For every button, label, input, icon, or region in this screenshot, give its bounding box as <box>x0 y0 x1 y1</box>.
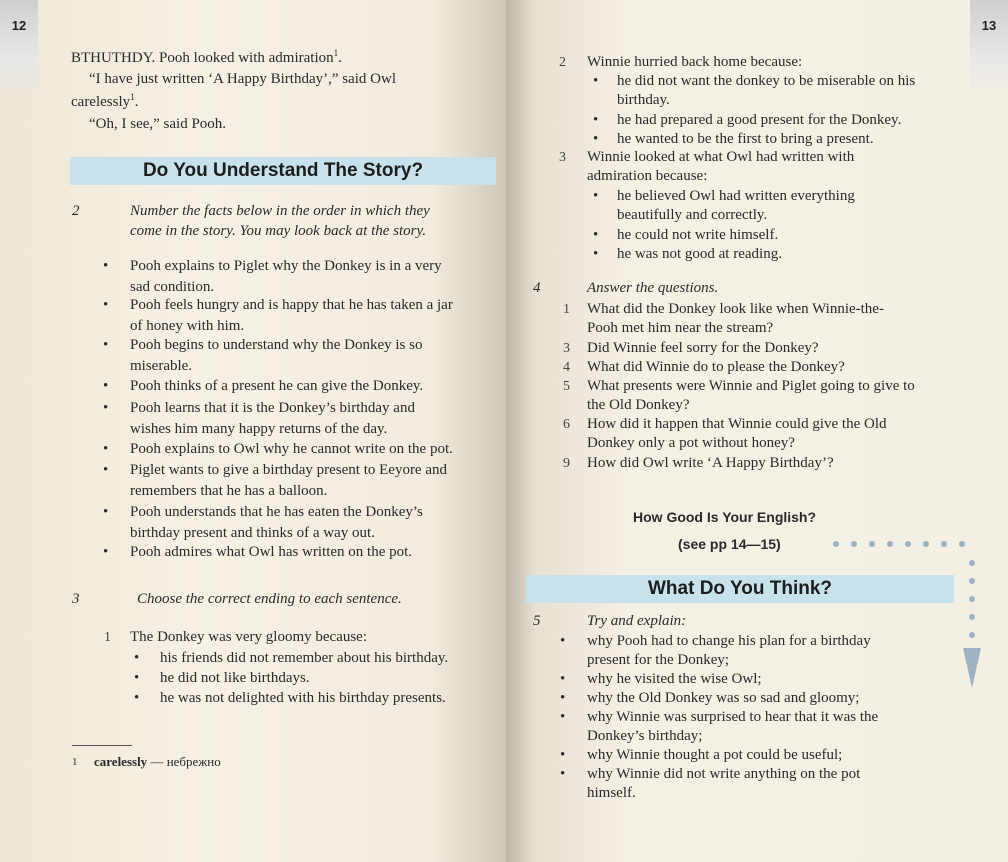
ex4-question: How did Owl write ‘A Happy Birthday’? <box>587 455 834 471</box>
ex2-item: wishes him many happy returns of the day. <box>130 421 388 437</box>
q2-option-item: he wanted to be the first to bring a present. <box>617 131 874 147</box>
ex4-question-number: 9 <box>563 456 570 471</box>
ex2-instruction-1: Number the facts below in the order in which they <box>130 203 430 219</box>
q3-option-bullet: • <box>593 246 599 262</box>
ex2-item: birthday present and thinks of a way out. <box>130 525 375 541</box>
ex4-number: 4 <box>533 280 541 296</box>
ex2-item: of honey with him. <box>130 318 245 334</box>
ex2-bullet: • <box>103 258 109 274</box>
ex5-instruction: Try and explain: <box>587 613 687 629</box>
ex4-question: What did Winnie do to please the Donkey? <box>587 359 845 375</box>
q3-option-item: he was not good at reading. <box>617 246 782 262</box>
ex3-q1-number: 1 <box>104 630 111 645</box>
intro-line-3: carelessly$^1$. <box>71 92 139 110</box>
ex3-option-bullet: • <box>134 690 140 706</box>
ex4-question: Pooh met him near the stream? <box>587 320 774 336</box>
page-number-left: 12 <box>0 0 38 100</box>
ex5-item: why Winnie was surprised to hear that it was the <box>587 709 879 725</box>
ex5-item: why Pooh had to change his plan for a birthday <box>587 633 871 649</box>
ex2-bullet: • <box>103 337 109 353</box>
q2-option-item: he had prepared a good present for the Donkey. <box>617 112 902 128</box>
ex3-option-bullet: • <box>134 670 140 686</box>
footnote <box>94 752 221 771</box>
decorative-dot <box>969 632 975 638</box>
q2-option-bullet: • <box>593 112 599 128</box>
ex2-item: remembers that he has a balloon. <box>130 483 328 499</box>
q2-option-bullet: • <box>593 73 599 89</box>
ex3-option-item: he did not like birthdays. <box>160 670 310 686</box>
ex4-question-number: 1 <box>563 302 570 317</box>
intro-line-2: “I have just written ‘A Happy Birthday’,” said Owl <box>89 71 397 87</box>
ex2-item: miserable. <box>130 358 193 374</box>
ex5-item: why Winnie did not write anything on the pot <box>587 766 861 782</box>
ex3-instruction: Choose the correct ending to each sentence. <box>137 591 402 607</box>
down-arrow-icon <box>961 648 983 690</box>
ex4-question-number: 4 <box>563 360 570 375</box>
ex2-item: Piglet wants to give a birthday present to Eeyore and <box>130 462 447 478</box>
ex3-option-bullet: • <box>134 650 140 666</box>
ex5-bullet: • <box>560 747 566 763</box>
ex5-bullet: • <box>560 690 566 706</box>
right-page <box>506 0 1008 862</box>
english-title: How Good Is Your English? <box>633 509 817 525</box>
decorative-dot <box>959 541 965 547</box>
ex4-question: How did it happen that Winnie could give the Old <box>587 416 887 432</box>
ex4-question: Did Winnie feel sorry for the Donkey? <box>587 340 819 356</box>
decorative-dot <box>969 596 975 602</box>
page-number-right: 13 <box>970 0 1008 100</box>
ex2-item: Pooh explains to Piglet why the Donkey is in a very <box>130 258 442 274</box>
ex4-instruction: Answer the questions. <box>587 280 719 296</box>
decorative-dot <box>887 541 893 547</box>
ex2-item: Pooh thinks of a present he can give the Donkey. <box>130 378 424 394</box>
footnote-rule <box>72 745 132 746</box>
ex2-bullet: • <box>103 441 109 457</box>
ex2-bullet: • <box>103 462 109 478</box>
ex2-instruction-2: come in the story. You may look back at the story. <box>130 223 427 239</box>
ex4-question: the Old Donkey? <box>587 397 690 413</box>
q3-option-bullet: • <box>593 188 599 204</box>
decorative-dot <box>969 578 975 584</box>
decorative-dot <box>833 541 839 547</box>
ex5-item: why the Old Donkey was so sad and gloomy; <box>587 690 860 706</box>
heading-what-do-you-think: What Do You Think? <box>526 575 954 603</box>
q2-number: 2 <box>559 55 566 70</box>
heading-understand-story: Do You Understand The Story? <box>70 157 496 185</box>
ex3-q1-text: The Donkey was very gloomy because: <box>130 629 368 645</box>
ex5-item: why he visited the wise Owl; <box>587 671 762 687</box>
q3-text-1: Winnie looked at what Owl had written with <box>587 149 855 165</box>
ex4-question: Donkey only a pot without honey? <box>587 435 795 451</box>
ex4-question: What presents were Winnie and Piglet going to give to <box>587 378 915 394</box>
ex5-item: present for the Donkey; <box>587 652 730 668</box>
ex2-bullet: • <box>103 544 109 560</box>
ex2-bullet: • <box>103 504 109 520</box>
q3-number: 3 <box>559 150 566 165</box>
ex4-question-number: 3 <box>563 341 570 356</box>
ex2-bullet: • <box>103 297 109 313</box>
decorative-dot <box>851 541 857 547</box>
q2-option-bullet: • <box>593 131 599 147</box>
q2-option-item: birthday. <box>617 92 670 108</box>
q3-option-item: he believed Owl had written everything <box>617 188 855 204</box>
decorative-dot <box>941 541 947 547</box>
decorative-dot <box>905 541 911 547</box>
ex5-bullet: • <box>560 671 566 687</box>
ex5-item: why Winnie thought a pot could be useful; <box>587 747 843 763</box>
ex2-bullet: • <box>103 400 109 416</box>
ex2-item: sad condition. <box>130 279 215 295</box>
intro-line-1: BTHUTHDY. Pooh looked with admiration$^1$. <box>71 48 342 66</box>
decorative-dot <box>869 541 875 547</box>
q2-option-item: he did not want the donkey to be miserable on his <box>617 73 916 89</box>
ex2-item: Pooh begins to understand why the Donkey is so <box>130 337 423 353</box>
q3-option-bullet: • <box>593 227 599 243</box>
ex2-item: Pooh learns that it is the Donkey’s birthday and <box>130 400 415 416</box>
q3-option-item: he could not write himself. <box>617 227 779 243</box>
footnote-term: carelessly <box>94 754 148 769</box>
ex5-bullet: • <box>560 633 566 649</box>
q3-option-item: beautifully and correctly. <box>617 207 768 223</box>
ex2-item: Pooh admires what Owl has written on the pot. <box>130 544 413 560</box>
ex3-number: 3 <box>72 591 80 607</box>
decorative-dot <box>923 541 929 547</box>
ex2-number: 2 <box>72 203 80 219</box>
footnote-mark: 1 <box>72 756 78 768</box>
decorative-dot <box>969 614 975 620</box>
ex4-question-number: 5 <box>563 379 570 394</box>
english-page-ref: (see pp 14—15) <box>678 536 781 552</box>
q3-text-2: admiration because: <box>587 168 708 184</box>
ex5-item: Donkey’s birthday; <box>587 728 703 744</box>
ex4-question-number: 6 <box>563 417 570 432</box>
footnote-translation: — небрежно <box>150 754 221 769</box>
ex5-bullet: • <box>560 709 566 725</box>
ex4-question: What did the Donkey look like when Winnie-the- <box>587 301 884 317</box>
ex2-item: Pooh understands that he has eaten the Donkey’s <box>130 504 423 520</box>
q2-text: Winnie hurried back home because: <box>587 54 803 70</box>
ex2-item: Pooh feels hungry and is happy that he has taken a jar <box>130 297 453 313</box>
ex2-item: Pooh explains to Owl why he cannot write on the pot. <box>130 441 453 457</box>
ex5-item: himself. <box>587 785 636 801</box>
ex5-number: 5 <box>533 613 541 629</box>
decorative-dot <box>969 560 975 566</box>
ex5-bullet: • <box>560 766 566 782</box>
ex3-option-item: he was not delighted with his birthday presents. <box>160 690 446 706</box>
intro-line-4: “Oh, I see,” said Pooh. <box>89 116 227 132</box>
ex3-option-item: his friends did not remember about his birthday. <box>160 650 449 666</box>
ex2-bullet: • <box>103 378 109 394</box>
